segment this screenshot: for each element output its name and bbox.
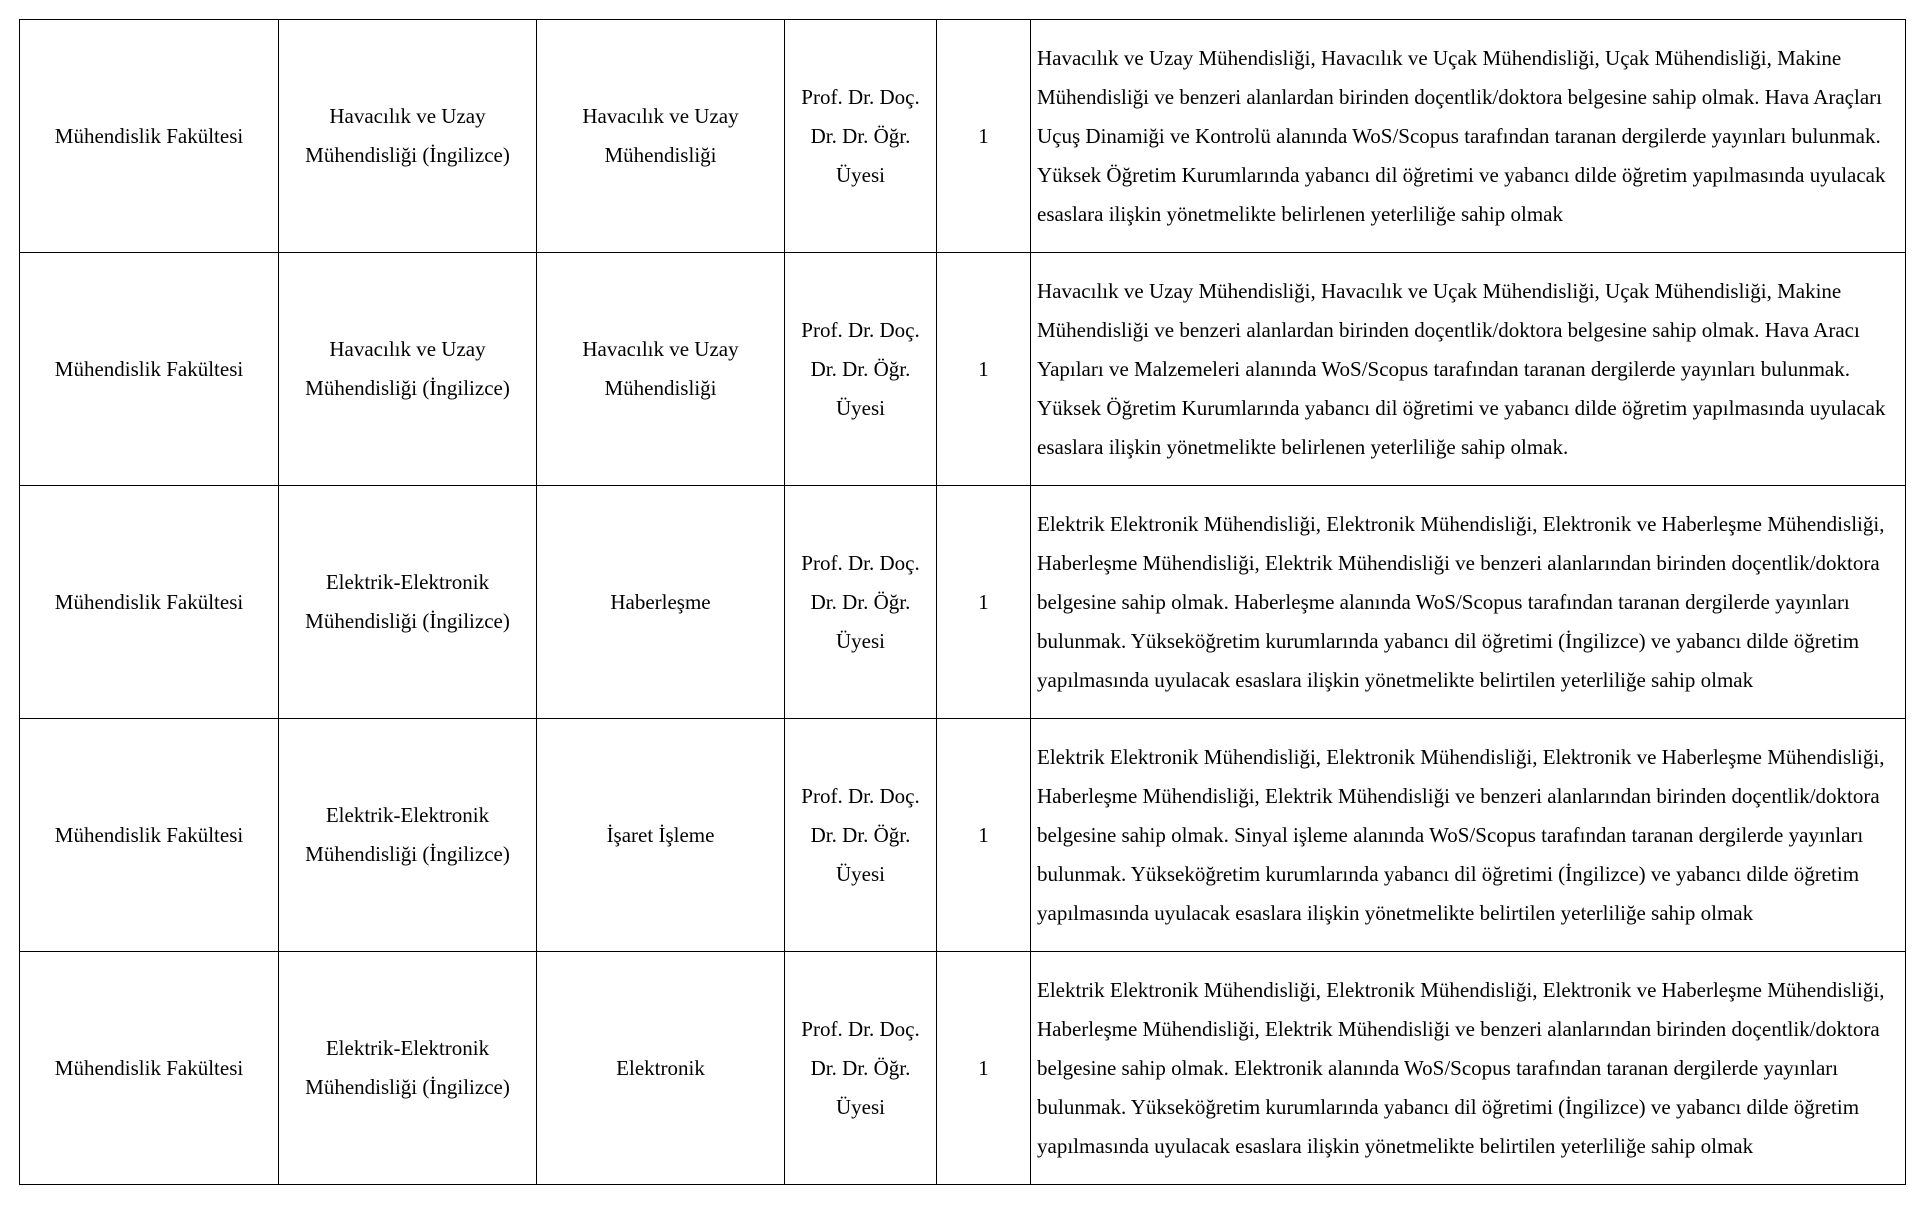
department-cell: Elektrik-Elektronik Mühendisliği (İngilizce) — [279, 952, 537, 1185]
requirements-cell: Havacılık ve Uzay Mühendisliği, Havacılık ve Uçak Mühendisliği, Uçak Mühendisliği, Makine Mühendisliği ve benzeri alanlardan birinden doçentlik/doktora belgesine sahip olmak. Hava Araçları Uçuş Dinamiği ve Kontrolü alanında WoS/Scopus tarafından taranan dergilerde yayınları bulunmak. Yüksek Öğretim Kurumlarında yabancı dil öğretimi ve yabancı dilde öğretim yapılmasında uyulacak esaslara ilişkin yönetmelikte belirlenen yeterliliğe sahip olmak — [1031, 20, 1906, 253]
program-cell: Havacılık ve Uzay Mühendisliği — [537, 253, 785, 486]
faculty-cell: Mühendislik Fakültesi — [20, 486, 279, 719]
title-cell: Prof. Dr. Doç. Dr. Dr. Öğr. Üyesi — [785, 952, 937, 1185]
department-cell: Elektrik-Elektronik Mühendisliği (İngilizce) — [279, 486, 537, 719]
table-row — [20, 719, 1906, 952]
table-row — [20, 486, 1906, 719]
faculty-cell: Mühendislik Fakültesi — [20, 20, 279, 253]
department-cell: Havacılık ve Uzay Mühendisliği (İngilizce) — [279, 20, 537, 253]
title-cell: Prof. Dr. Doç. Dr. Dr. Öğr. Üyesi — [785, 20, 937, 253]
program-cell: İşaret İşleme — [537, 719, 785, 952]
faculty-cell: Mühendislik Fakültesi — [20, 952, 279, 1185]
requirements-cell: Havacılık ve Uzay Mühendisliği, Havacılık ve Uçak Mühendisliği, Uçak Mühendisliği, Makine Mühendisliği ve benzeri alanlardan birinden doçentlik/doktora belgesine sahip olmak. Hava Aracı Yapıları ve Malzemeleri alanında WoS/Scopus tarafından taranan dergilerde yayınları bulunmak. Yüksek Öğretim Kurumlarında yabancı dil öğretimi ve yabancı dilde öğretim yapılmasında uyulacak esaslara ilişkin yönetmelikte belirlenen yeterliliğe sahip olmak. — [1031, 253, 1906, 486]
requirements-cell: Elektrik Elektronik Mühendisliği, Elektronik Mühendisliği, Elektronik ve Haberleşme Mühendisliği, Haberleşme Mühendisliği, Elektrik Mühendisliği ve benzeri alanlarından birinden doçentlik/doktora belgesine sahip olmak. Sinyal işleme alanında WoS/Scopus tarafından taranan dergilerde yayınları bulunmak. Yükseköğretim kurumlarında yabancı dil öğretimi (İngilizce) ve yabancı dilde öğretim yapılmasında uyulacak esaslara ilişkin yönetmelikte belirtilen yeterliliğe sahip olmak — [1031, 719, 1906, 952]
requirements-cell: Elektrik Elektronik Mühendisliği, Elektronik Mühendisliği, Elektronik ve Haberleşme Mühendisliği, Haberleşme Mühendisliği, Elektrik Mühendisliği ve benzeri alanlarından birinden doçentlik/doktora belgesine sahip olmak. Elektronik alanında WoS/Scopus tarafından taranan dergilerde yayınları bulunmak. Yükseköğretim kurumlarında yabancı dil öğretimi (İngilizce) ve yabancı dilde öğretim yapılmasında uyulacak esaslara ilişkin yönetmelikte belirtilen yeterliliğe sahip olmak — [1031, 952, 1906, 1185]
faculty-cell: Mühendislik Fakültesi — [20, 719, 279, 952]
table-row — [20, 20, 1906, 253]
program-cell: Haberleşme — [537, 486, 785, 719]
department-cell: Elektrik-Elektronik Mühendisliği (İngilizce) — [279, 719, 537, 952]
count-cell: 1 — [937, 952, 1031, 1185]
faculty-cell: Mühendislik Fakültesi — [20, 253, 279, 486]
title-cell: Prof. Dr. Doç. Dr. Dr. Öğr. Üyesi — [785, 719, 937, 952]
title-cell: Prof. Dr. Doç. Dr. Dr. Öğr. Üyesi — [785, 486, 937, 719]
title-cell: Prof. Dr. Doç. Dr. Dr. Öğr. Üyesi — [785, 253, 937, 486]
program-cell: Havacılık ve Uzay Mühendisliği — [537, 20, 785, 253]
table-row — [20, 952, 1906, 1185]
requirements-cell: Elektrik Elektronik Mühendisliği, Elektronik Mühendisliği, Elektronik ve Haberleşme Mühendisliği, Haberleşme Mühendisliği, Elektrik Mühendisliği ve benzeri alanlarından birinden doçentlik/doktora belgesine sahip olmak. Haberleşme alanında WoS/Scopus tarafından taranan dergilerde yayınları bulunmak. Yükseköğretim kurumlarında yabancı dil öğretimi (İngilizce) ve yabancı dilde öğretim yapılmasında uyulacak esaslara ilişkin yönetmelikte belirtilen yeterliliğe sahip olmak — [1031, 486, 1906, 719]
table-row — [20, 253, 1906, 486]
count-cell: 1 — [937, 20, 1031, 253]
count-cell: 1 — [937, 253, 1031, 486]
count-cell: 1 — [937, 719, 1031, 952]
program-cell: Elektronik — [537, 952, 785, 1185]
positions-table — [19, 19, 1906, 1185]
count-cell: 1 — [937, 486, 1031, 719]
department-cell: Havacılık ve Uzay Mühendisliği (İngilizce) — [279, 253, 537, 486]
